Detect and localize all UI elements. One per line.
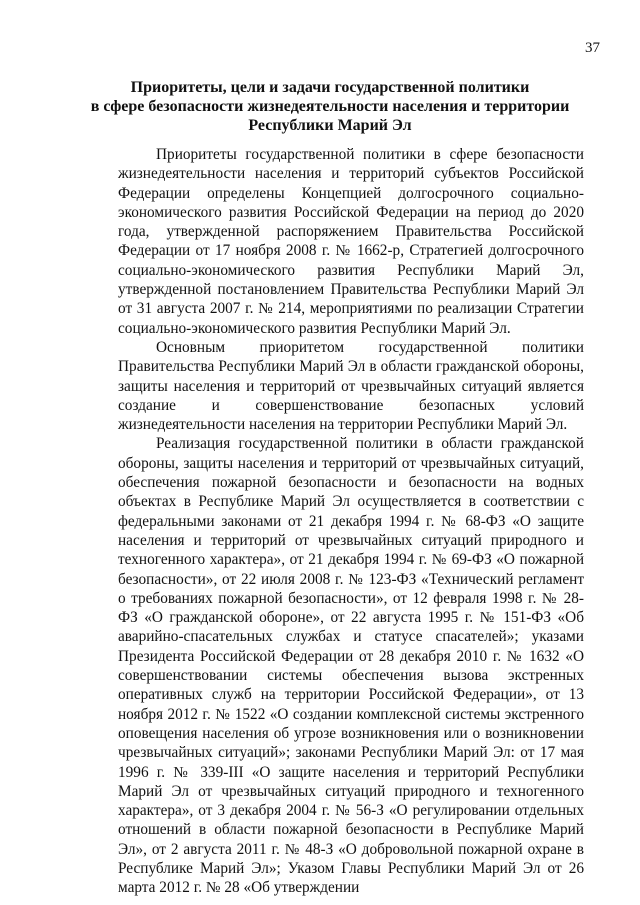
paragraph-text: Основным приоритетом государственной политики Правительства Республики Марий Эл в области гражданской обороны, защиты населения и территорий от чрезвычайных ситуаций является создание и совершенствование безопасных условий жизнедеятельности населения на территории Республики Марий Эл. (118, 338, 584, 434)
paragraph-legal-basis (118, 434, 584, 897)
paragraph-priorities (118, 145, 584, 338)
paragraph-text: Реализация государственной политики в области гражданской обороны, защиты населения и территорий от чрезвычайных ситуаций, обеспечения пожарной безопасности и безопасности на водных объектах в Республике Марий Эл осуществляется в соответствии с федеральными законами от 21 декабря 1994 г. № 68-ФЗ «О защите населения и территорий от чрезвычайных ситуаций природного и техногенного характера», от 21 декабря 1994 г. № 69-ФЗ «О пожарной безопасности», от 22 июля 2008 г. № 123-ФЗ «Технический регламент о требованиях пожарной безопасности», от 12 февраля 1998 г. № 28-ФЗ «О гражданской обороне», от 22 августа 1995 г. № 151-ФЗ «Об аварийно-спасательных службах и статусе спасателей»; указами Президента Российской Федерации от 28 декабря 2010 г. № 1632 «О совершенствовании системы обеспечения вызова экстренных оперативных служб на территории Российской Федерации», от 13 ноября 2012 г. № 1522 «О создании комплексной системы экстренного оповещения населения об угрозе возникновения или о возникновении чрезвычайных ситуаций»; законами Республики Марий Эл: от 17 мая 1996 г. № 339-III «О защите населения и территорий Республики Марий Эл от чрезвычайных ситуаций природного и техногенного характера», от 3 декабря 2004 г. № 56-З «О регулировании отдельных отношений в области пожарной безопасности в Республике Марий Эл», от 2 августа 2011 г. № 48-З «О добровольной пожарной охране в Республике Марий Эл»; Указом Главы Республики Марий Эл от 26 марта 2012 г. № 28 «Об утверждении (118, 435, 584, 897)
paragraph-text: Приоритеты государственной политики в сфере безопасности жизнедеятельности населения и территорий субъектов Российской Федерации определены Концепцией долгосрочного социально-экономического развития Российской Федерации на период до 2020 года, утвержденной распоряжением Правительства Российской Федерации от 17 ноября 2008 г. № 1662-р, Стратегией долгосрочного социально-экономического развития Республики Марий Эл, утвержденной постановлением Правительства Республики Марий Эл от 31 августа 2007 г. № 214, мероприятиями по реализации Стратегии социально-экономического развития Республики Марий Эл. (118, 146, 584, 337)
title-line-3: Республики Марий Эл (248, 117, 412, 134)
section-title (90, 78, 570, 135)
paragraph-main-priority (118, 338, 584, 434)
title-line-2: в сфере безопасности жизнедеятельности населения и территории (90, 98, 570, 115)
page-number: 37 (585, 40, 600, 56)
title-line-1: Приоритеты, цели и задачи государственной политики (130, 79, 530, 96)
document-body (118, 145, 584, 898)
